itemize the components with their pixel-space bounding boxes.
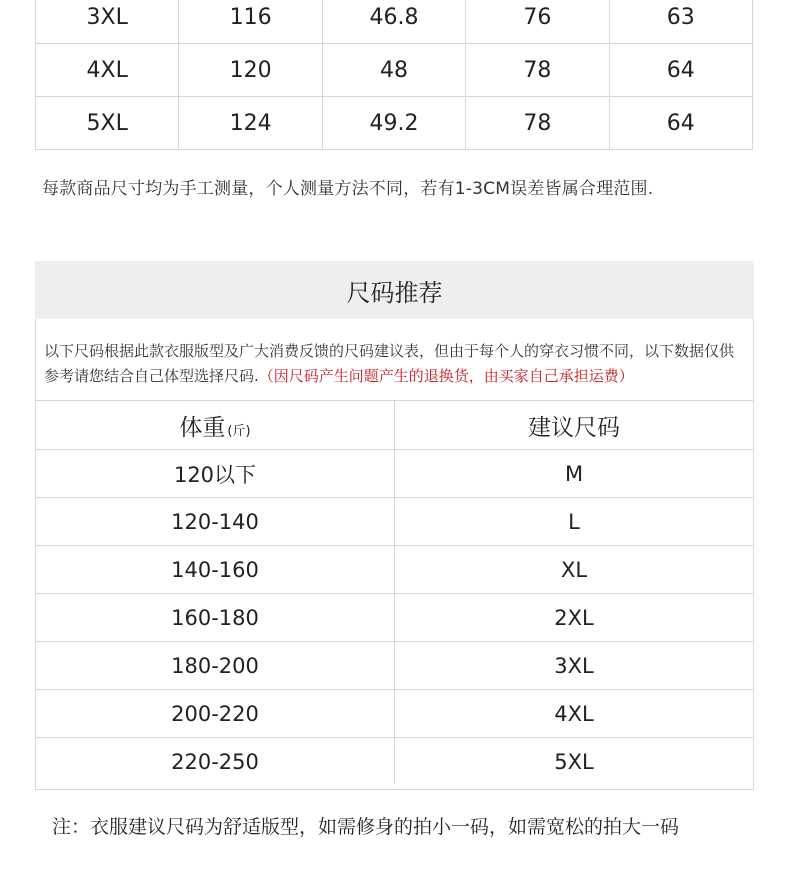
table-row — [36, 97, 753, 150]
weight-cell: 180-200 — [36, 642, 395, 690]
recommendation-description — [36, 319, 753, 401]
size-column-header: 建议尺码 — [528, 414, 620, 441]
size-cell: M — [395, 450, 754, 498]
table-cell: 78 — [466, 97, 609, 150]
size-cell: L — [395, 498, 754, 546]
size-cell: XL — [395, 546, 754, 594]
table-cell: 64 — [609, 97, 752, 150]
table-cell: 49.2 — [322, 97, 465, 150]
fit-advice-note: 注：衣服建议尺码为舒适版型，如需修身的拍小一码，如需宽松的拍大一码 — [52, 816, 680, 838]
table-cell: 116 — [179, 0, 322, 44]
weight-column-header — [36, 401, 395, 450]
size-cell: 5XL — [395, 738, 754, 786]
size-recommendation-table — [36, 401, 753, 785]
size-cell: 4XL — [395, 690, 754, 738]
table-cell: 64 — [609, 44, 752, 97]
weight-cell: 120-140 — [36, 498, 395, 546]
table-row — [36, 594, 753, 642]
measurement-note: 每款商品尺寸均为手工测量，个人测量方法不同，若有1-3CM误差皆属合理范围. — [42, 179, 654, 199]
size-cell: 2XL — [395, 594, 754, 642]
section-title: 尺码推荐 — [35, 261, 754, 319]
weight-header-label: 体重 — [179, 414, 226, 441]
table-row — [36, 450, 753, 498]
size-cell: 3XL — [395, 642, 754, 690]
weight-cell: 160-180 — [36, 594, 395, 642]
table-row — [36, 498, 753, 546]
size-cell: 5XL — [36, 97, 179, 150]
table-row — [36, 738, 753, 786]
size-cell: 4XL — [36, 44, 179, 97]
table-cell: 124 — [179, 97, 322, 150]
weight-cell: 220-250 — [36, 738, 395, 786]
weight-cell: 140-160 — [36, 546, 395, 594]
table-cell: 63 — [609, 0, 752, 44]
table-cell: 48 — [322, 44, 465, 97]
table-row — [36, 546, 753, 594]
table-row — [36, 44, 753, 97]
table-cell: 46.8 — [322, 0, 465, 44]
table-cell: 78 — [466, 44, 609, 97]
table-cell: 76 — [466, 0, 609, 44]
return-warning: （因尺码产生问题产生的退换货，由买家自己承担运费） — [258, 367, 634, 385]
weight-unit-label: (斤) — [227, 423, 251, 439]
size-chart-table — [35, 0, 753, 150]
weight-cell: 200-220 — [36, 690, 395, 738]
size-recommendation-panel — [35, 319, 754, 790]
table-row — [36, 0, 753, 44]
table-cell: 120 — [179, 44, 322, 97]
description-text: 以下尺码根据此款衣服版型及广大消费反馈的尺码建议表，但由于每个人的穿衣习惯不同，以下数据仅供参考请您结合自己体型选择尺码. — [44, 342, 735, 385]
size-cell: 3XL — [36, 0, 179, 44]
table-row — [36, 642, 753, 690]
table-header-row — [36, 401, 753, 450]
weight-cell: 120以下 — [36, 450, 395, 498]
table-row — [36, 690, 753, 738]
